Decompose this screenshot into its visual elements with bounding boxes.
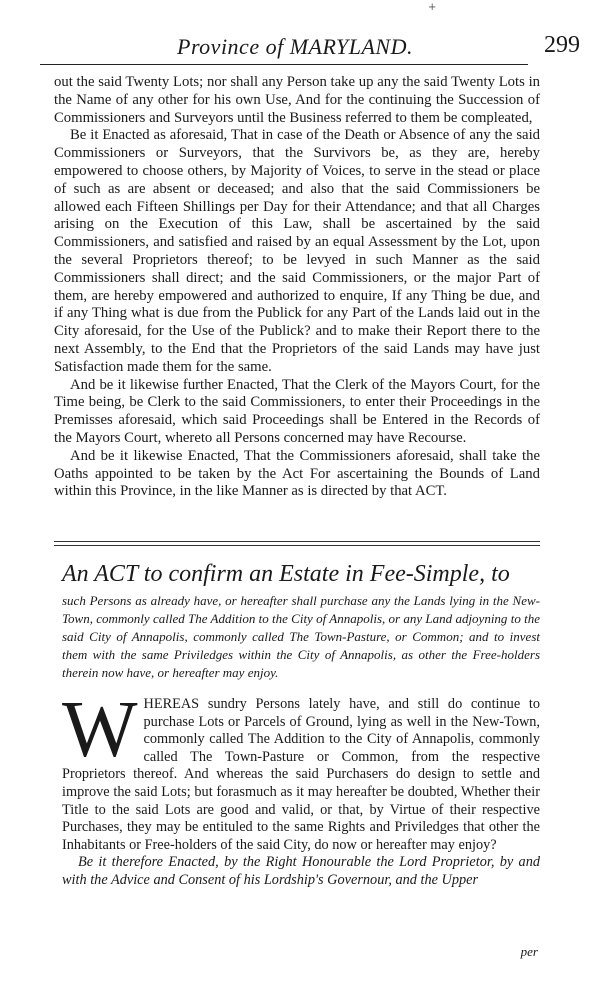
paragraph: out the said Twenty Lots; nor shall any Person take up any the said Twenty Lots in the Name of any other for his own Use, And for the continuing the Succession of Commissioners and Surveyors until the Business referred to them be compleated, xyxy=(54,74,540,126)
act-title: An ACT to confirm an Estate in Fee-Simple, to xyxy=(62,561,510,587)
paragraph: And be it likewise further Enacted, That the Clerk of the Mayors Court, for the Time being, be Clerk to the said Commissioners, to enter their Proceedings in the Premisses aforesaid, which said Proceedings shall be Entered in the Records of the Mayors Court, whereto all Persons concerned may have Recourse. xyxy=(54,376,540,446)
page-header xyxy=(40,30,580,64)
paragraph: Be it Enacted as aforesaid, That in case of the Death or Absence of any the said Commissioners or Surveyors, that the Survivors be, as they are, hereby empowered to choose others, by Majority of Voices, to serve in the stead or place of such as are absent or deceased; and also that the said Commissioners be allowed each Fifteen Shillings per Day for their Attendance; and that all Charges arising on the Execution of this Law, shall be ascertained by the said Commissioners, and satisfied and raised by an equal Assessment by the Lot, upon the several Proprietors thereof; to be levyed in such Manner as the said Commissioners shall direct; and the said Commissioners, or the major Part of them, are hereby empowered and authorized to enquire, If any Thing be due, and if any Thing what is due from the Publick for any Part of the Lands laid out in the City aforesaid, for the Use of the Publick? and to make their Report there to the next Assembly, to the End that the Proprietors of the said Lands may have just Satisfaction made them for the same. xyxy=(54,127,540,375)
act-body xyxy=(62,686,540,890)
text-body xyxy=(54,74,540,501)
margin-mark: + xyxy=(428,2,437,13)
act-subtitle: such Persons as already have, or hereafter shall purchase any the Lands lying in the New-Town, commonly called The Addition to the City of Annapolis, or any Land adjoyning to the said City of Annapolis, commonly called The Town-Pasture, or Common; and to invest them with the same Priviledges within the City of Annapolis, as other the Free-holders therein now have, or hereafter may enjoy. xyxy=(62,593,540,680)
section-divider xyxy=(54,545,540,546)
preamble-paragraph: HEREAS sundry Persons lately have, and still do continue to purchase Lots or Parcels of Ground, lying as well in the New-Town, commonly called The Addition to the City of Annapolis, commonly called The Town-Pasture or Common, from the respective Proprietors thereof. And whereas the said Purchasers do design to settle and improve the said Lots; but forasmuch as it may hereafter be doubted, Whether their Title to the said Lots are good and valid, or that, by Virtue of their respective Purchases, they may be entituled to the same Rights and Priviledges that other the Inhabitants or Free-holders of the said City, do now or hereafter may enjoy? xyxy=(62,696,540,853)
header-rule xyxy=(40,64,528,65)
section-divider xyxy=(54,541,540,542)
drop-cap: W xyxy=(62,686,138,774)
page-number: 299 xyxy=(544,32,580,58)
paragraph: And be it likewise Enacted, That the Commissioners aforesaid, shall take the Oaths appointed to be taken by the Act For ascertaining the Bounds of Land within this Province, in the like Manner as is directed by that ACT. xyxy=(54,447,540,500)
running-title: Province of MARYLAND. xyxy=(177,34,413,59)
enacting-clause: Be it therefore Enacted, by the Right Honourable the Lord Proprietor, by and with the Advice and Consent of his Lordship's Governour, and the Upper xyxy=(62,854,540,888)
catchword: per xyxy=(520,944,538,959)
